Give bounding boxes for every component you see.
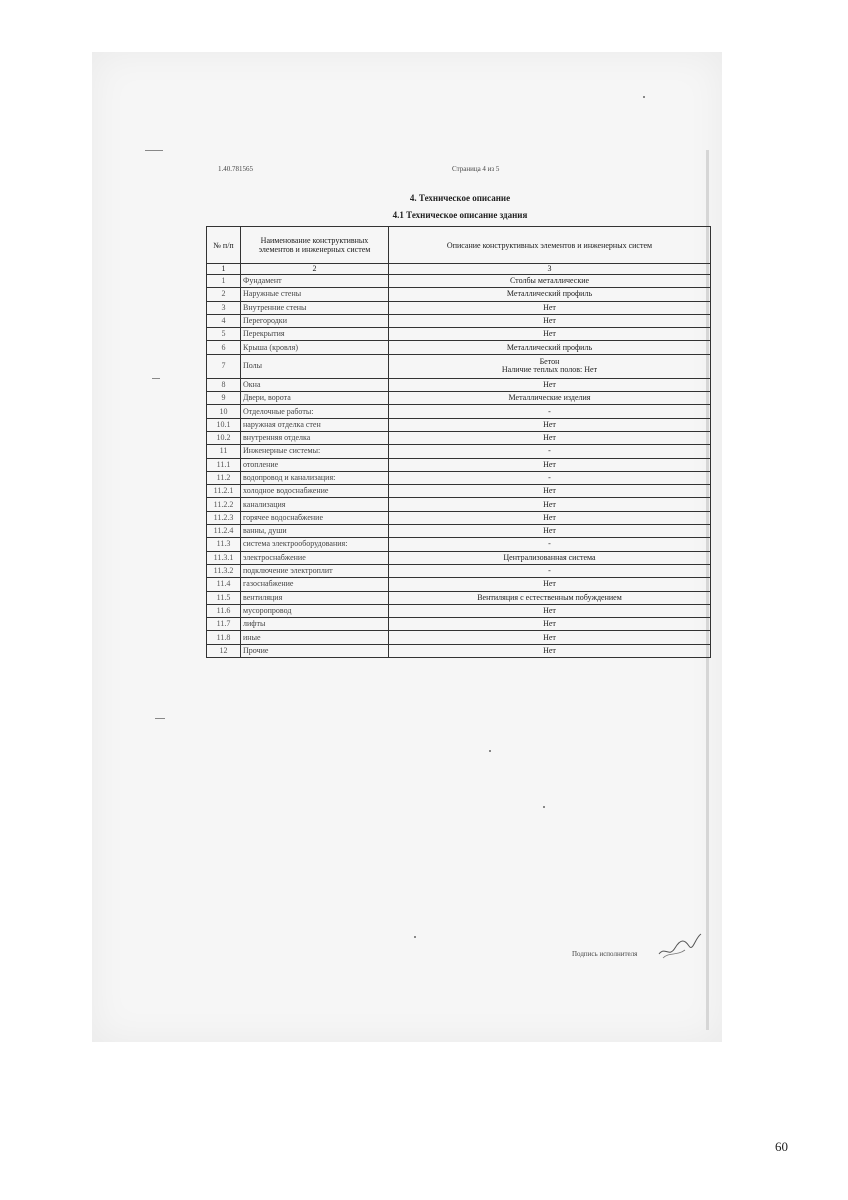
row-element-name: Прочие: [241, 644, 389, 657]
row-element-name: газоснабжение: [241, 578, 389, 591]
row-number: 11.3.1: [207, 551, 241, 564]
row-element-name: подключение электроплит: [241, 564, 389, 577]
row-number: 11.3: [207, 538, 241, 551]
table-row: [207, 644, 711, 657]
row-element-name: ванны, души: [241, 525, 389, 538]
table-row: [207, 551, 711, 564]
table-row: [207, 392, 711, 405]
row-element-name: иные: [241, 631, 389, 644]
table-row: [207, 354, 711, 378]
row-number: 5: [207, 328, 241, 341]
row-description: Нет: [389, 458, 711, 471]
header-description: Описание конструктивных элементов и инженерных систем: [389, 227, 711, 264]
row-element-name: Двери, ворота: [241, 392, 389, 405]
row-number: 11.2.3: [207, 511, 241, 524]
handwritten-signature: [655, 928, 703, 964]
row-element-name: лифты: [241, 618, 389, 631]
table-row: [207, 578, 711, 591]
row-number: 6: [207, 341, 241, 354]
table-row: [207, 314, 711, 327]
row-description: Металлический профиль: [389, 288, 711, 301]
row-element-name: Крыша (кровля): [241, 341, 389, 354]
row-number: 11.2.4: [207, 525, 241, 538]
row-element-name: Полы: [241, 354, 389, 378]
row-number: 2: [207, 288, 241, 301]
row-description: -: [389, 538, 711, 551]
table-row: [207, 431, 711, 444]
row-element-name: канализация: [241, 498, 389, 511]
row-description: Нет: [389, 301, 711, 314]
row-number: 11.2.1: [207, 485, 241, 498]
row-description: Нет: [389, 631, 711, 644]
table-header-row: [207, 227, 711, 264]
row-number: 11.4: [207, 578, 241, 591]
technical-description-table: [206, 226, 711, 658]
row-description: Нет: [389, 418, 711, 431]
row-element-name: горячее водоснабжение: [241, 511, 389, 524]
scan-speck: [543, 806, 545, 808]
row-element-name: система электрооборудования:: [241, 538, 389, 551]
table-body: [207, 275, 711, 658]
page-counter: Страница 4 из 5: [452, 165, 500, 173]
row-description: Нет: [389, 525, 711, 538]
row-number: 1: [207, 275, 241, 288]
scan-speck: [414, 936, 416, 938]
row-number: 11: [207, 445, 241, 458]
scan-speck: [489, 750, 491, 752]
row-number: 11.8: [207, 631, 241, 644]
table-row: [207, 618, 711, 631]
table-row: [207, 341, 711, 354]
table-row: [207, 378, 711, 391]
row-description: Вентиляция с естественным побуждением: [389, 591, 711, 604]
section-title: 4. Техническое описание: [409, 193, 511, 203]
scan-speck: [643, 96, 645, 98]
document-reference: 1.40.781565: [218, 165, 253, 173]
row-description: Нет: [389, 578, 711, 591]
row-element-name: внутренняя отделка: [241, 431, 389, 444]
header-element-name: Наименование конструктивных элементов и инженерных систем: [241, 227, 389, 264]
row-element-name: Наружные стены: [241, 288, 389, 301]
scan-speck: [155, 718, 165, 719]
scan-speck: [145, 150, 163, 151]
table-row: [207, 328, 711, 341]
row-description: Нет: [389, 485, 711, 498]
row-element-name: наружная отделка стен: [241, 418, 389, 431]
row-element-name: вентиляция: [241, 591, 389, 604]
row-number: 11.3.2: [207, 564, 241, 577]
row-description: -: [389, 564, 711, 577]
row-description: Нет: [389, 644, 711, 657]
row-number: 11.2.2: [207, 498, 241, 511]
row-number: 10.1: [207, 418, 241, 431]
row-description: Нет: [389, 498, 711, 511]
table-row: [207, 564, 711, 577]
row-description: Металлические изделия: [389, 392, 711, 405]
row-element-name: водопровод и канализация:: [241, 471, 389, 484]
row-description: Металлический профиль: [389, 341, 711, 354]
subsection-title: 4.1 Техническое описание здания: [392, 210, 528, 220]
row-description: Нет: [389, 431, 711, 444]
row-number: 8: [207, 378, 241, 391]
row-description: Нет: [389, 511, 711, 524]
row-number: 11.6: [207, 604, 241, 617]
table-row: [207, 538, 711, 551]
column-number: 3: [389, 264, 711, 275]
row-description: Нет: [389, 618, 711, 631]
table-row: [207, 631, 711, 644]
row-number: 10.2: [207, 431, 241, 444]
table-row: [207, 458, 711, 471]
row-description: -: [389, 405, 711, 418]
table-row: [207, 288, 711, 301]
table-row: [207, 418, 711, 431]
row-element-name: Перекрытия: [241, 328, 389, 341]
row-element-name: Перегородки: [241, 314, 389, 327]
row-description: Нет: [389, 328, 711, 341]
column-number: 2: [241, 264, 389, 275]
table-row: [207, 485, 711, 498]
column-number-row: [207, 264, 711, 275]
row-description: -: [389, 471, 711, 484]
row-number: 4: [207, 314, 241, 327]
table-row: [207, 275, 711, 288]
row-element-name: Фундамент: [241, 275, 389, 288]
header-number: № п/п: [207, 227, 241, 264]
table-row: [207, 525, 711, 538]
row-number: 11.5: [207, 591, 241, 604]
row-element-name: Отделочные работы:: [241, 405, 389, 418]
row-element-name: Внутренние стены: [241, 301, 389, 314]
column-number: 1: [207, 264, 241, 275]
table-row: [207, 445, 711, 458]
row-description: Нет: [389, 314, 711, 327]
row-element-name: отопление: [241, 458, 389, 471]
row-element-name: Окна: [241, 378, 389, 391]
table-row: [207, 498, 711, 511]
row-number: 11.7: [207, 618, 241, 631]
scan-speck: [152, 378, 160, 379]
table-row: [207, 511, 711, 524]
row-number: 10: [207, 405, 241, 418]
table-row: [207, 471, 711, 484]
row-description: Нет: [389, 378, 711, 391]
row-description: Централизованная система: [389, 551, 711, 564]
row-element-name: Инженерные системы:: [241, 445, 389, 458]
row-description: Бетон Наличие теплых полов: Нет: [389, 354, 711, 378]
row-number: 7: [207, 354, 241, 378]
row-element-name: холодное водоснабжение: [241, 485, 389, 498]
page-number: 60: [775, 1139, 788, 1154]
row-number: 9: [207, 392, 241, 405]
table-row: [207, 591, 711, 604]
row-element-name: мусоропровод: [241, 604, 389, 617]
row-number: 11.2: [207, 471, 241, 484]
row-number: 3: [207, 301, 241, 314]
signature-label: Подпись исполнителя: [572, 950, 638, 958]
row-description: Нет: [389, 604, 711, 617]
table-row: [207, 604, 711, 617]
row-number: 12: [207, 644, 241, 657]
table-row: [207, 405, 711, 418]
row-number: 11.1: [207, 458, 241, 471]
row-description: -: [389, 445, 711, 458]
row-description: Столбы металлические: [389, 275, 711, 288]
row-element-name: электроснабжение: [241, 551, 389, 564]
table-row: [207, 301, 711, 314]
